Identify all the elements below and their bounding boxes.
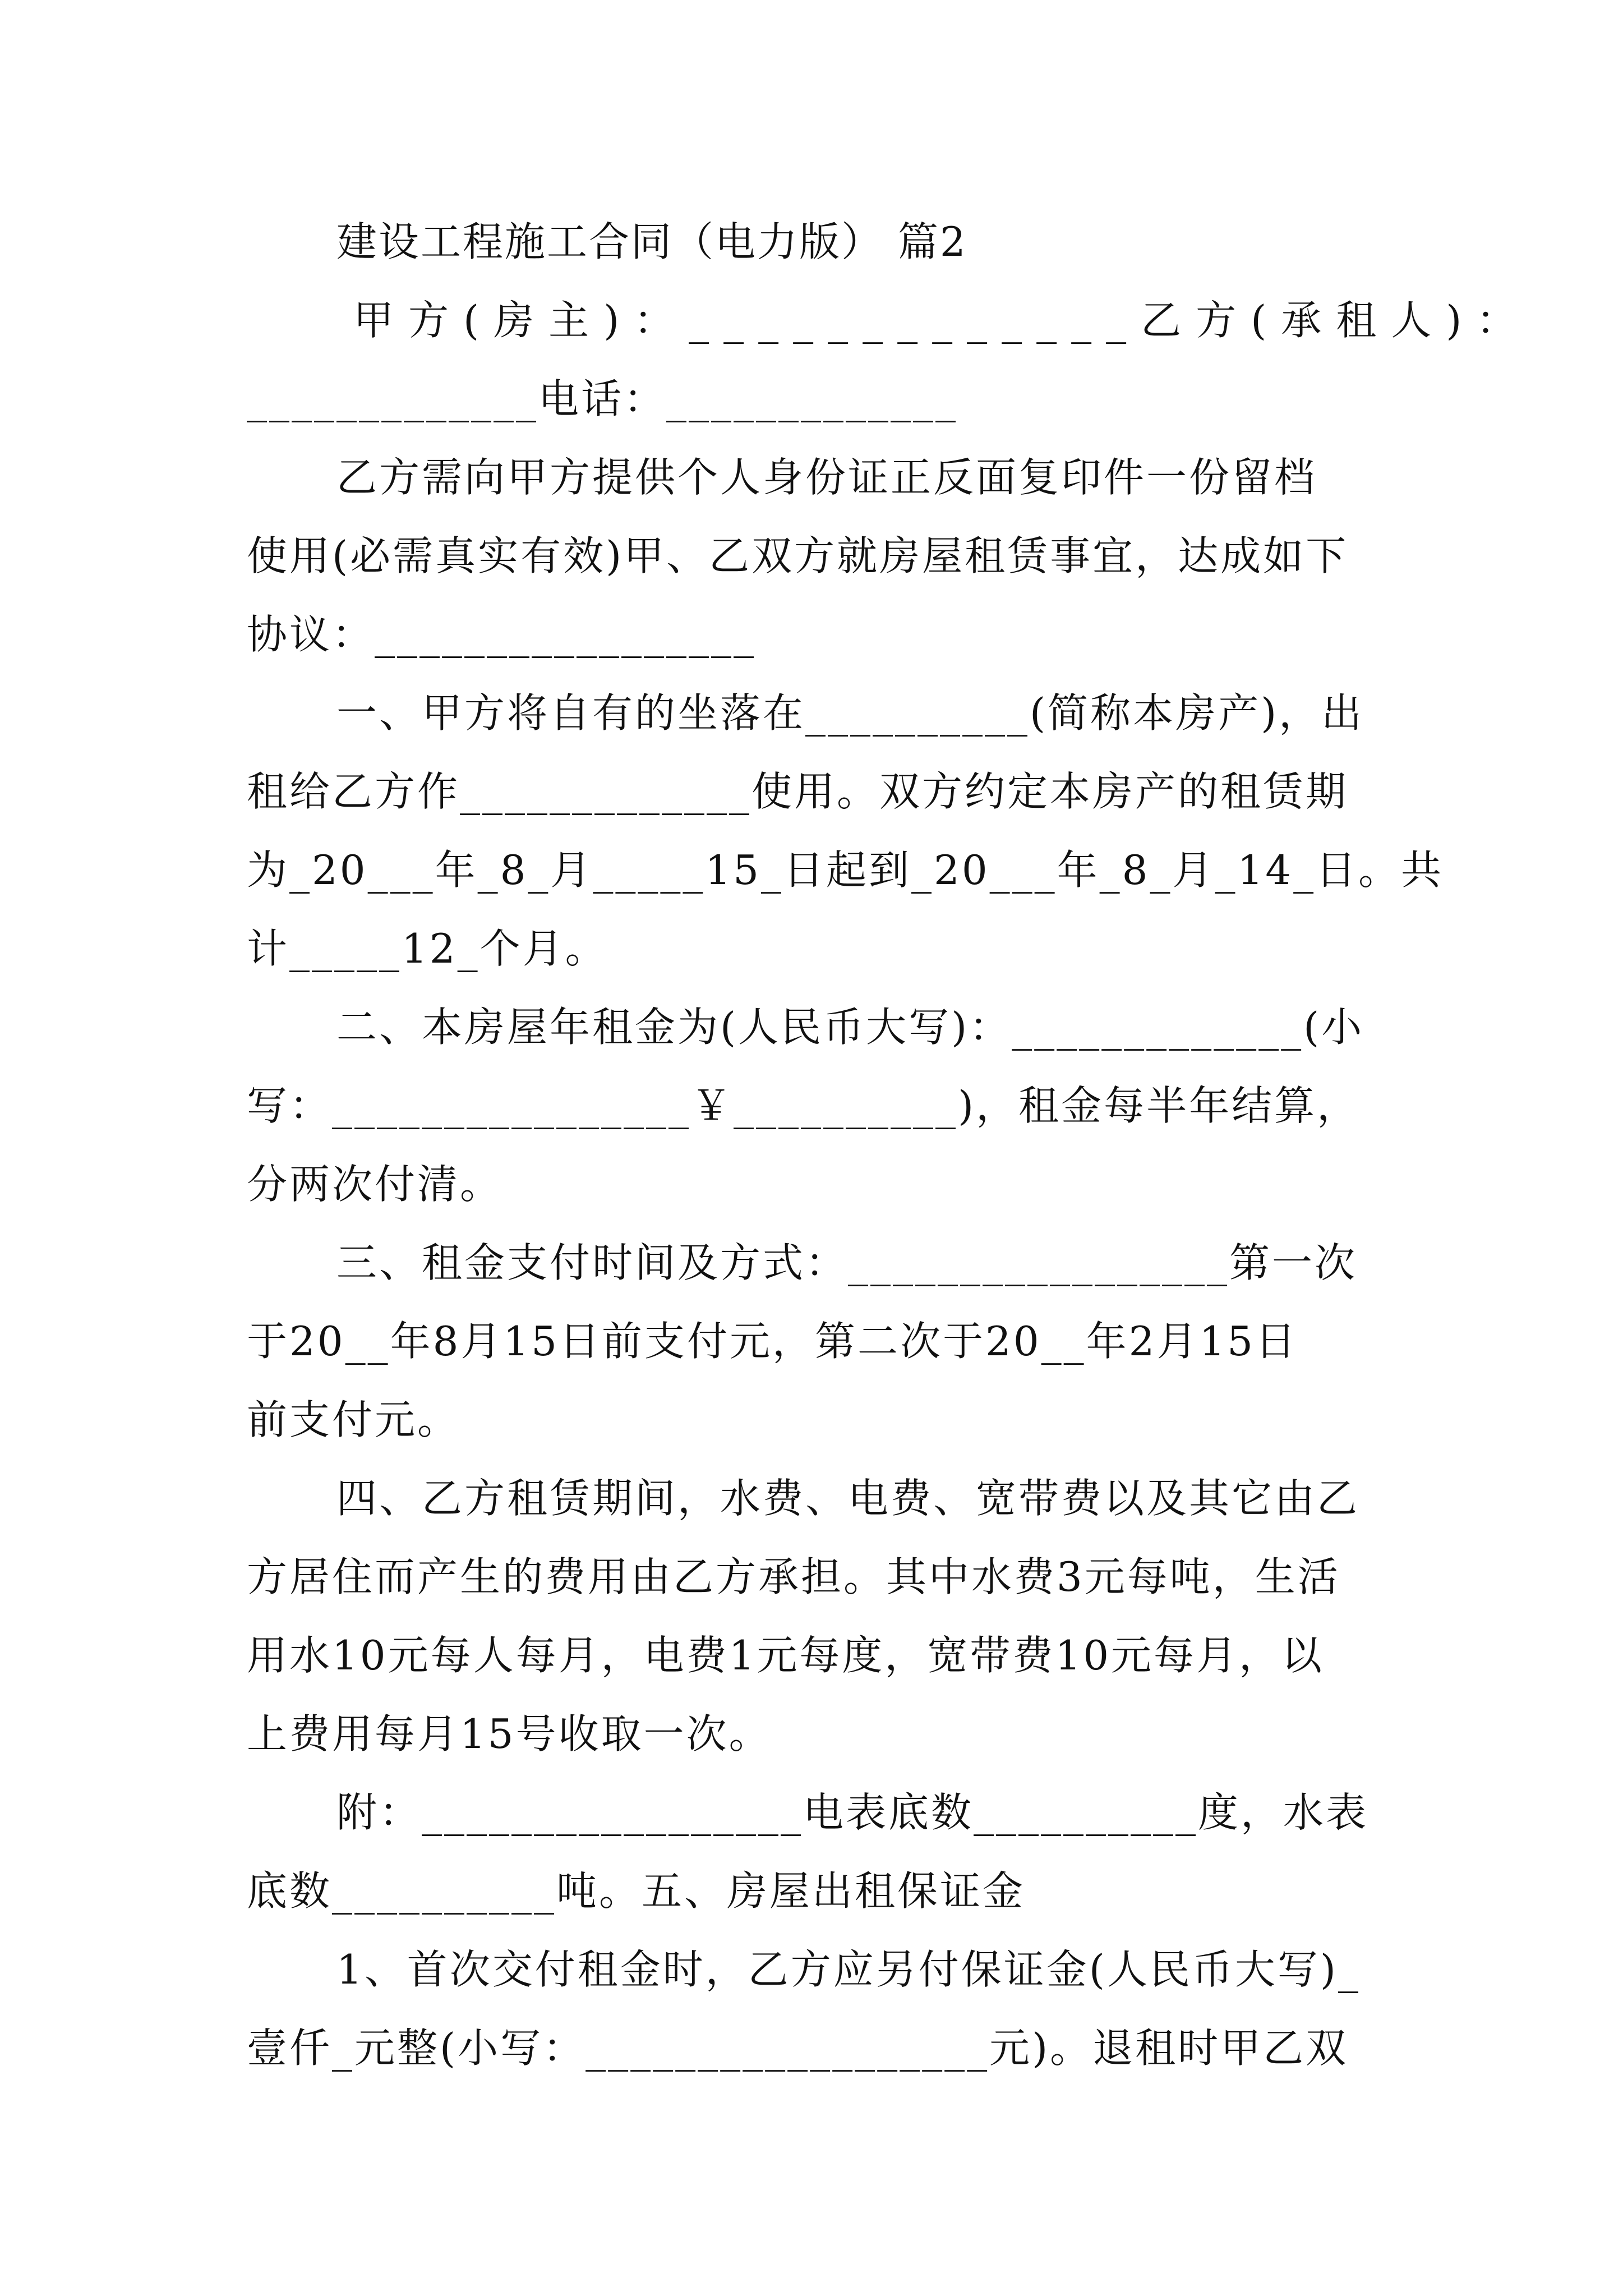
clause-4-line: 方居住而产生的费用由乙方承担。其中水费3元每吨，生活 [247,1553,1340,1600]
paragraph-line: 协议：_________________ [247,611,757,658]
clause-3-line: 于20__年8月15日前支付元，第二次于20__年2月15日 [247,1318,1298,1365]
document-title: 建设工程施工合同（电力版） 篇2 [336,218,967,265]
deposit-line: 1、首次交付租金时，乙方应另付保证金(人民币大写)_ [336,1946,1361,1993]
paragraph-line: 使用(必需真实有效)甲、乙双方就房屋租赁事宜，达成如下 [247,532,1349,579]
clause-3-line: 三、租金支付时间及方式：_________________第一次 [336,1239,1358,1286]
clause-1-line: 为_20___年_8_月_____15_日起到_20___年_8_月_14_日。共 [247,846,1444,894]
clause-1-line: 计_____12_个月。 [247,925,608,972]
clause-2-line: 二、本房屋年租金为(人民币大写)：_____________(小 [336,1004,1364,1051]
appendix-line: 附：_________________电表底数__________度，水表 [336,1789,1369,1836]
paragraph-line: 乙方需向甲方提供个人身份证正反面复印件一份留档 [336,454,1317,501]
contact-line: _____________电话：_____________ [247,375,958,422]
deposit-line: 壹仟_元整(小写：__________________元)。退租时甲乙双 [247,2024,1349,2072]
clause-2-line: 写：________________￥__________)，租金每半年结算， [247,1082,1360,1129]
clause-1-line: 一、甲方将自有的坐落在__________(简称本房产)，出 [336,689,1364,737]
party-line: 甲方(房主)：_____________乙方(承租人)： [353,297,1532,344]
clause-4-line: 用水10元每人每月，电费1元每度，宽带费10元每月，以 [247,1632,1325,1679]
clause-4-line: 上费用每月15号收取一次。 [247,1710,772,1757]
clause-2-line: 分两次付清。 [247,1161,503,1208]
clause-4-line: 四、乙方租赁期间，水费、电费、宽带费以及其它由乙 [336,1475,1360,1522]
clause-1-line: 租给乙方作_____________使用。双方约定本房产的租赁期 [247,768,1349,815]
clause-3-line: 前支付元。 [247,1396,460,1443]
appendix-line: 底数__________吨。五、房屋出租保证金 [247,1867,1026,1915]
